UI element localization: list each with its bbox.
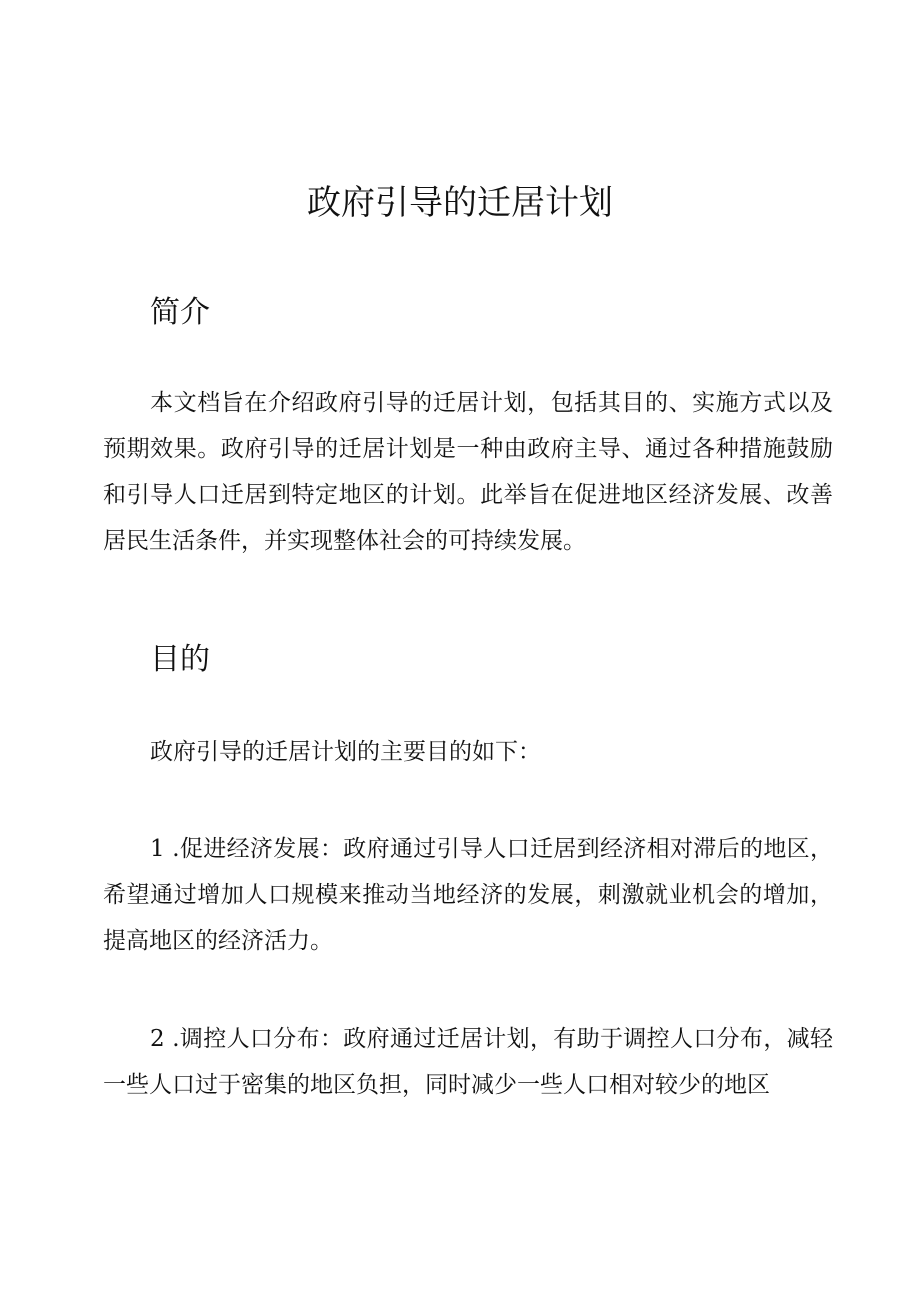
purpose-lead-paragraph: 政府引导的迁居计划的主要目的如下： [150,739,541,765]
section-heading-purpose: 目的 [150,642,210,677]
document-title: 政府引导的迁居计划 [307,183,613,223]
section-heading-intro: 简介 [150,295,210,330]
purpose-item-2-paragraph: 2 .调控人口分布：政府通过迁居计划，有助于调控人口分布，减轻一些人口过于密集的地区负担，同时减少一些人口相对较少的地区 [103,1026,833,1098]
purpose-item-1-paragraph: 1 .促进经济发展：政府通过引导人口迁居到经济相对滞后的地区，希望通过增加人口规模来推动当地经济的发展，刺激就业机会的增加，提高地区的经济活力。 [103,836,833,954]
intro-paragraph: 本文档旨在介绍政府引导的迁居计划，包括其目的、实施方式以及预期效果。政府引导的迁居计划是一种由政府主导、通过各种措施鼓励和引导人口迁居到特定地区的计划。此举旨在促进地区经济发展、改善居民生活条件，并实现整体社会的可持续发展。 [103,390,833,554]
